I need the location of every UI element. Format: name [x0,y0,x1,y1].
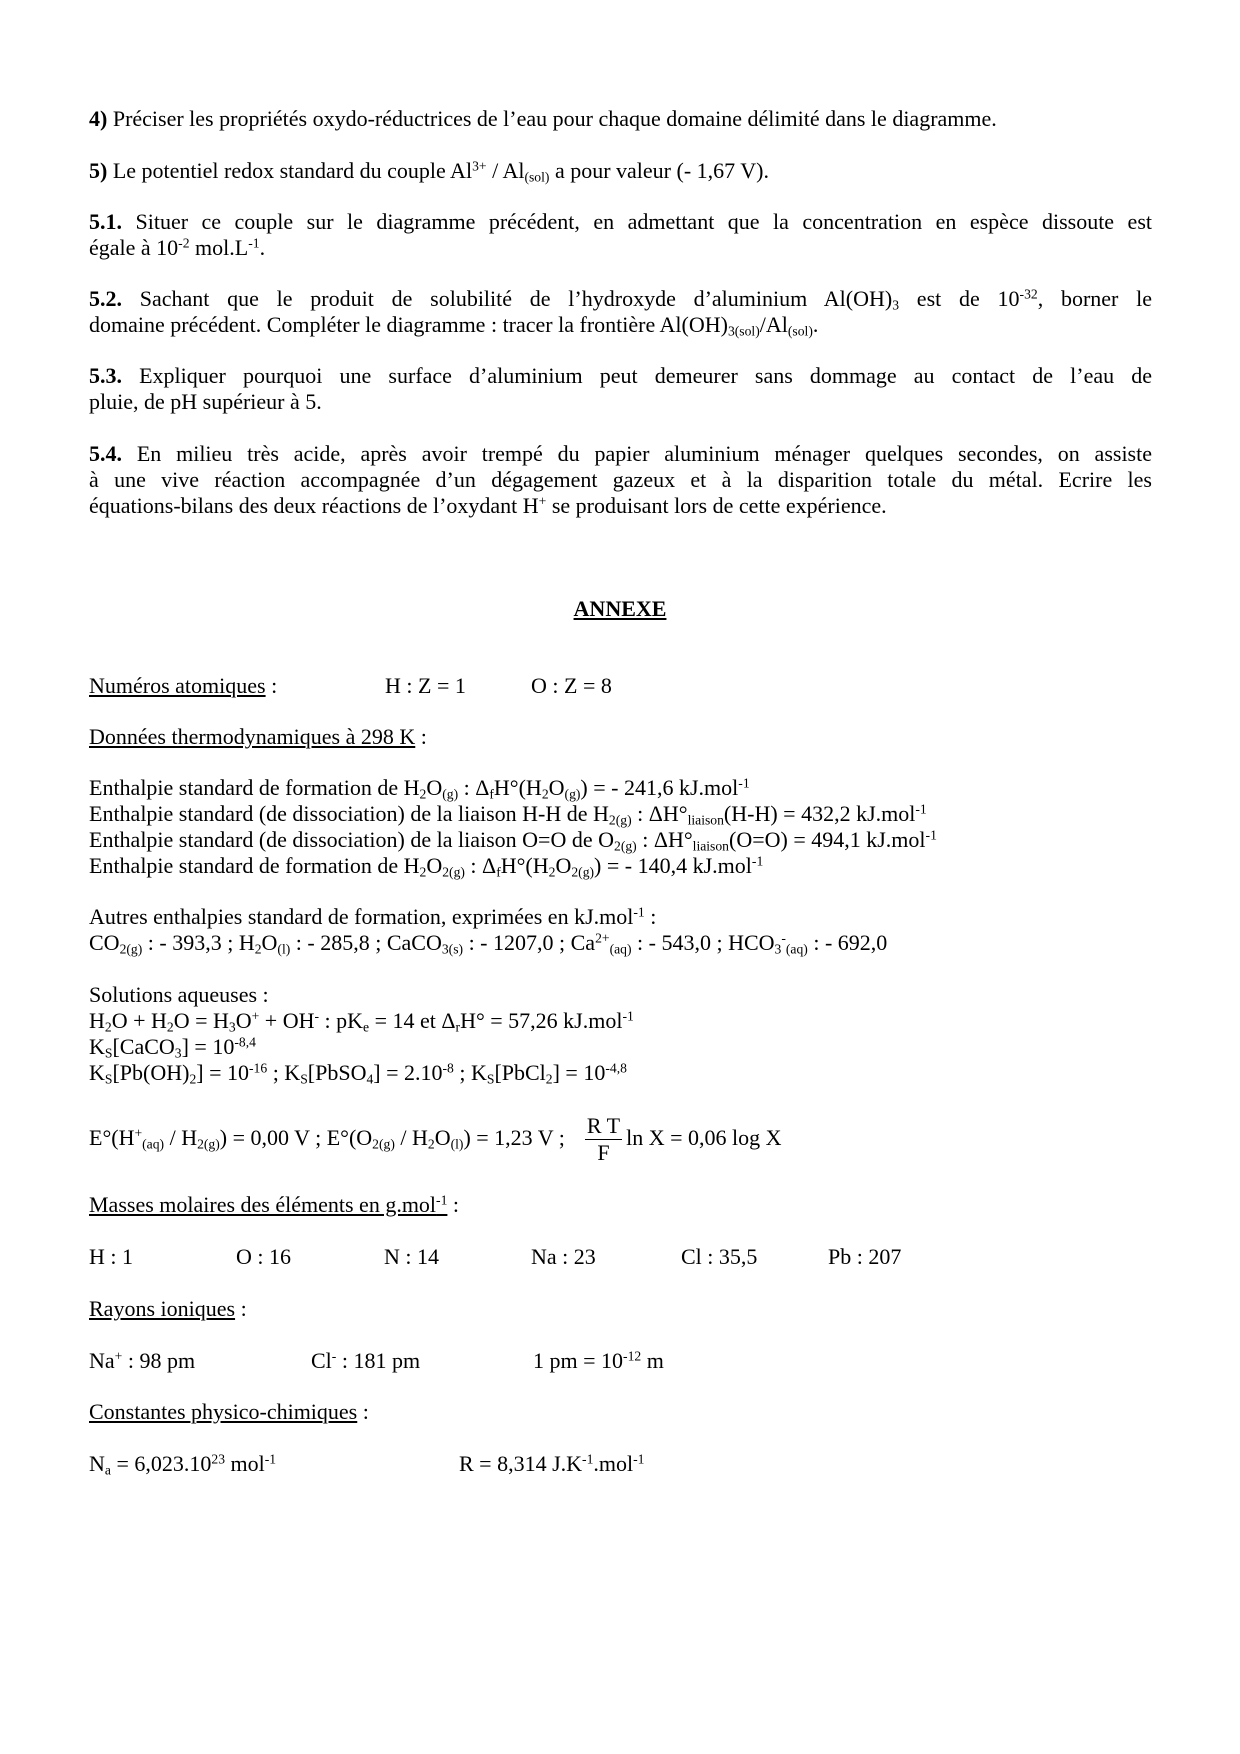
superscript: + [134,1125,143,1141]
subscript: 2 [189,1071,197,1087]
radius-na [89,1348,195,1374]
text: K [89,1034,105,1059]
text: + OH [259,1008,315,1033]
picometer-conversion [533,1348,664,1374]
text: .mol [593,1451,634,1476]
superscript: -8,4 [234,1034,256,1050]
text: se produisant lors de cette expérience. [546,493,887,518]
subscript: liaison [692,838,729,854]
fraction-denominator: F [597,1140,610,1166]
constants-label [89,1399,369,1425]
subscript: 2(g) [442,864,465,880]
text: ) = 0,00 V ; E°(O [219,1125,373,1150]
radius-cl [311,1348,420,1374]
text: Autres enthalpies standard de formation, exprimées en kJ.mol [89,904,634,929]
text: / Al [486,158,525,183]
text: CaCO [386,930,442,955]
colon: : [357,1399,369,1424]
text: Situer ce couple sur le diagramme précédent, en admettant que la concentration en espèce dissoute est [122,209,1152,234]
superscript: -1 [633,1451,645,1467]
label: Rayons ioniques [89,1296,236,1321]
text: H°(H [493,775,542,800]
superscript: - [314,1008,320,1024]
text: : pK [319,1008,364,1033]
superscript: -1 [264,1451,277,1467]
question-4 [89,106,997,132]
subscript: S [300,1071,308,1087]
standard-potentials [89,1112,782,1166]
superscript: -1 [738,775,750,791]
text: H [89,1008,105,1033]
text: ) = 1,23 V ; [463,1125,565,1150]
other-enthalpies-label [89,904,656,930]
text: (O=O) = 494,1 kJ.mol [729,827,926,852]
water-equilibrium [89,1008,634,1034]
superscript: -1 [622,1008,634,1024]
text: HCO [728,930,775,955]
question-5-4-line-2: à une vive réaction accompagnée d’un dégagement gazeux et à la disparition totale du métal. Ecrire les [89,467,1152,492]
subscript: (l) [450,1136,464,1152]
label: Masses molaires des éléments en g.mol [89,1192,437,1217]
text: équations-bilans des deux réactions de l’oxydant H [89,493,539,518]
question-text: Préciser les propriétés oxydo-réductrices de l’eau pour chaque domaine délimité dans le diagramme. [107,106,997,131]
colon: : [415,724,427,749]
superscript: -32 [1019,286,1038,302]
subscript: 2 [545,1071,553,1087]
text: a pour valeur (- 1,67 V). [549,158,769,183]
question-5-2-line-1 [89,286,1152,312]
text: O [548,775,565,800]
text: Expliquer pourquoi une surface d’aluminium peut demeurer sans dommage au contact de l’eau de [122,363,1152,388]
text: H° = 57,26 kJ.mol [460,1008,623,1033]
text: Na [89,1348,115,1373]
text: : ΔH° [636,827,693,852]
superscript: -4,8 [605,1060,627,1076]
text: ) = - 140,4 kJ.mol [594,853,752,878]
text: ) = - 241,6 kJ.mol [580,775,739,800]
text: : 181 pm [336,1348,421,1373]
question-number: 5.4. [89,441,122,466]
text: : 98 pm [122,1348,196,1373]
subscript: 2(g) [119,941,143,957]
subscript: 2(g) [614,838,637,854]
thermo-row-4 [89,853,763,879]
text: Sachant que le produit de solubilité de l’hydroxyde d’aluminium Al(OH) [122,286,893,311]
subscript: 2(g) [197,1136,220,1152]
question-5-3-line-1 [89,363,1152,389]
gas-constant [459,1451,644,1477]
text: 1 pm = 10 [533,1348,624,1373]
atomic-numbers-label [89,673,277,699]
subscript: 3 [774,941,782,957]
superscript: -1 [248,235,260,251]
text: est de 10 [899,286,1020,311]
question-number: 4) [89,106,108,131]
text: : - 692,0 [807,930,888,955]
text: Enthalpie standard (de dissociation) de la liaison H-H de H [89,801,609,826]
fraction-numerator: R T [586,1113,621,1139]
subscript: (g) [442,786,459,802]
superscript: -12 [623,1348,642,1364]
text: Enthalpie standard de formation de H [89,775,420,800]
label: Numéros atomiques [89,673,266,698]
superscript: - [331,1348,337,1364]
text: / H [164,1125,198,1150]
text: mol.L [189,235,249,260]
text: R = 8,314 J.K [459,1451,583,1476]
text: = 14 et Δ [369,1008,456,1033]
mass-cl: Cl : 35,5 [681,1244,758,1269]
solutions-label: Solutions aqueuses : [89,982,269,1007]
superscript: + [538,493,547,509]
text: m [641,1348,664,1373]
text: : - 1207,0 ; [463,930,571,955]
text: ; K [267,1060,301,1085]
question-number: 5.2. [89,286,122,311]
thermo-row-2 [89,801,927,827]
text: CO [89,930,120,955]
text: ] = 10 [552,1060,606,1085]
subscript: 3(sol) [727,323,760,339]
superscript: -1 [925,827,937,843]
subscript: (g) [564,786,581,802]
subscript: 2(g) [372,1136,395,1152]
text: N [89,1451,105,1476]
text: O [434,1125,451,1150]
subscript: (sol) [787,323,813,339]
subscript: 2(g) [571,864,595,880]
subscript: (aq) [785,941,808,957]
text: H [238,930,255,955]
text: : Δ [458,775,490,800]
question-5-4-line-3 [89,493,887,519]
subscript: S [104,1045,113,1061]
question-5-1-line-2 [89,235,265,261]
subscript: (aq) [609,941,632,957]
colon: : [235,1296,247,1321]
superscript: -8 [442,1060,454,1076]
text: ] = 10 [181,1034,235,1059]
superscript: 3+ [472,158,487,174]
text: [Pb(OH) [112,1060,190,1085]
text: O [426,853,443,878]
question-5-3-line-2: pluie, de pH supérieur à 5. [89,389,322,414]
text: / H [394,1125,428,1150]
text: O [261,930,278,955]
thermo-row-1 [89,775,750,801]
superscript: 2+ [595,930,610,946]
subscript: 2 [548,864,556,880]
superscript: -1 [915,801,927,817]
question-5-2-line-2 [89,312,818,338]
text: . [812,312,819,337]
mass-o: O : 16 [236,1244,291,1269]
text: domaine précédent. Compléter le diagramme : tracer la frontière Al(OH) [89,312,728,337]
text: Enthalpie standard (de dissociation) de la liaison O=O de O [89,827,614,852]
subscript: S [104,1071,113,1087]
subscript: 2(g) [608,812,632,828]
question-5-1-line-1 [89,209,1152,235]
subscript: (aq) [142,1136,165,1152]
subscript: 3 [228,1019,236,1035]
text: (H-H) = 432,2 kJ.mol [723,801,916,826]
text: : - 285,8 ; [290,930,387,955]
mass-pb: Pb : 207 [828,1244,902,1269]
subscript: 3 [174,1045,182,1061]
superscript: -2 [178,235,190,251]
text: Ca [570,930,596,955]
superscript: - [781,930,786,946]
subscript: 2 [419,864,427,880]
question-number: 5) [89,158,108,183]
label: Constantes physico-chimiques [89,1399,358,1424]
text: H°(H [500,853,549,878]
text: égale à 10 [89,235,179,260]
colon: : [447,1192,460,1217]
text: Cl [311,1348,332,1373]
ks-lead [89,1060,627,1086]
subscript: (l) [277,941,291,957]
atomic-o: O : Z = 8 [531,673,612,698]
text: O [235,1008,252,1033]
ionic-radii-label [89,1296,247,1322]
subscript: 2 [104,1019,112,1035]
superscript: -1 [436,1192,448,1208]
thermo-row-3 [89,827,937,853]
subscript: S [486,1071,495,1087]
subscript: 3(s) [441,941,464,957]
text: : ΔH° [631,801,688,826]
superscript: + [114,1348,123,1364]
text: K [89,1060,105,1085]
text: ] = 2.10 [373,1060,443,1085]
text: ] = 10 [196,1060,250,1085]
subscript: 2 [419,786,427,802]
atomic-h: H : Z = 1 [385,673,466,698]
subscript: 3 [892,297,900,313]
text: [PbCl [494,1060,546,1085]
text: ; K [453,1060,487,1085]
annexe-title-text: ANNEXE [573,596,667,621]
annexe-title [0,596,1240,622]
subscript: (sol) [524,169,550,185]
text: : - 393,3 ; [142,930,239,955]
subscript: liaison [687,812,724,828]
text: : - 543,0 ; [631,930,729,955]
subscript: 2 [166,1019,174,1035]
question-number: 5.1. [89,209,122,234]
subscript: 4 [366,1071,374,1087]
subscript: 2 [427,1136,435,1152]
text: : Δ [464,853,497,878]
text: O [426,775,443,800]
text: E°(H [89,1125,135,1150]
avogadro-constant [89,1451,276,1477]
text: mol [225,1451,265,1476]
label: Données thermodynamiques à 298 K [89,724,416,749]
superscript: + [251,1008,260,1024]
mass-h: H : 1 [89,1244,133,1269]
subscript: r [455,1019,461,1035]
thermo-label [89,724,427,750]
subscript: a [104,1462,111,1478]
molar-masses-label [89,1192,459,1218]
superscript: 23 [211,1451,225,1467]
text: O = H [173,1008,229,1033]
colon: : [265,673,278,698]
text: En milieu très acide, après avoir trempé du papier aluminium ménager quelques secondes, on assiste [122,441,1152,466]
mass-n: N : 14 [384,1244,439,1269]
text: [CaCO [112,1034,175,1059]
question-number: 5.3. [89,363,122,388]
mass-na: Na : 23 [531,1244,596,1269]
text: . [259,235,266,260]
other-enthalpies-values [89,930,887,956]
text: , borner le [1037,286,1153,311]
superscript: -1 [582,1451,594,1467]
subscript: f [489,786,494,802]
question-5-4-line-1 [89,441,1152,467]
question-5 [89,158,769,184]
text: /Al [759,312,788,337]
text: Enthalpie standard de formation de H [89,853,420,878]
superscript: -16 [249,1060,268,1076]
text: [PbSO [307,1060,367,1085]
superscript: -1 [633,904,645,920]
ks-caco3 [89,1034,256,1060]
text: ln X = 0,06 log X [626,1125,782,1150]
subscript: 2 [541,786,549,802]
rt-over-f-fraction [585,1113,622,1166]
subscript: e [363,1019,370,1035]
subscript: 2 [254,941,262,957]
text: : [644,904,657,929]
text: O [555,853,572,878]
superscript: -1 [751,853,764,869]
text: O + H [111,1008,167,1033]
subscript: f [496,864,501,880]
text: = 6,023.10 [110,1451,212,1476]
text: Le potentiel redox standard du couple Al [107,158,473,183]
